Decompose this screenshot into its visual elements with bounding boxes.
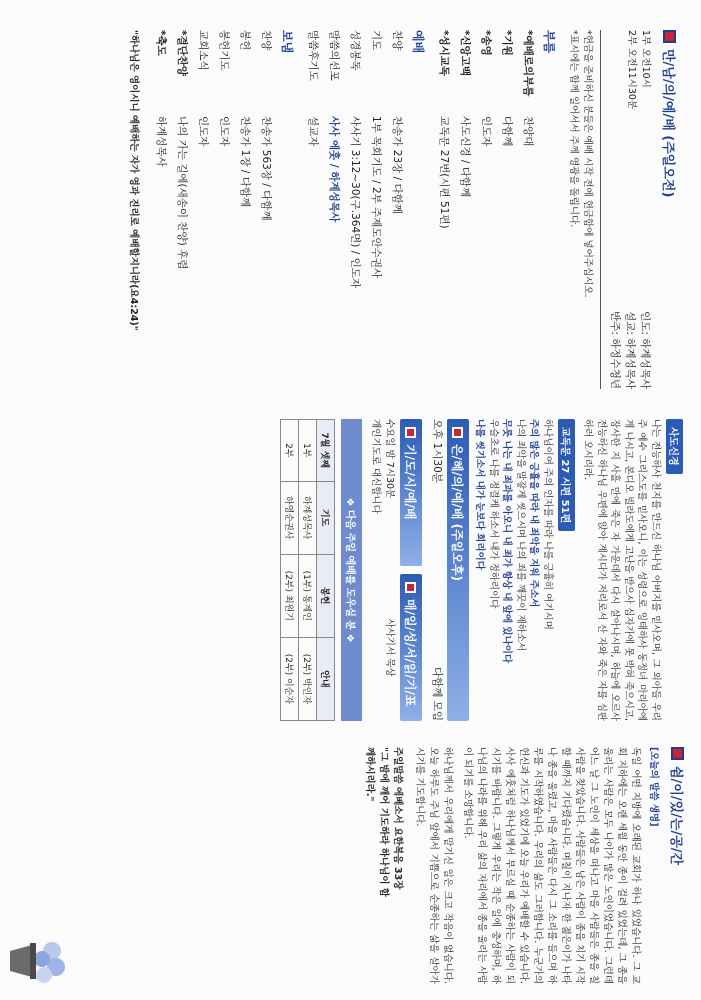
order-value: 설교자 bbox=[307, 116, 319, 147]
evening-title: 은/혜/의/예/배 (주일오후) bbox=[450, 444, 465, 582]
essay-text: 독일 어떤 지방에 오래된 교회가 하나 있었습니다. 그 교회 지하에는 오랜 세월 동안 종이 걸려 있었는데, 그 종을 울리는 사람은 모두 나이가 많은 노인이었습니다. 그런데 어느 날 그 노인이 세상을 떠나고 마을 사람들은 종을 칠 사람을 찾았습니다. 사람들은 남은 사람이 종을 치기 시작할 때까지 기다렸습니다. 며칠이 지나자 한 젊은이가 나타나 종을 울렸고, 마을 사람들은 다시 그 소리를 들으며 하루를 시작하였습니다. 우리의 삶도 그러합니다. 누군가의 헌신과 기도가 있었기에 오늘 우리가 예배할 수 있습니다. 사사 에훗처럼 하나님께서 부르실 때 순종하는 사람이 되시기를 바랍니다. 그렇게 우리는 작은 일에 충성하며, 하나님의 나라를 위해 우리 삶의 자리에서 종을 울리는 사람이 되기를 소망합니다. bbox=[462, 747, 641, 984]
order-row bbox=[150, 30, 171, 389]
order-label: 찬양 bbox=[260, 30, 272, 51]
order-value: 인도자 bbox=[480, 116, 492, 147]
order-label: *축도 bbox=[155, 30, 167, 56]
order-row bbox=[344, 30, 365, 389]
order-value: 다함께 bbox=[501, 116, 513, 147]
order-label: 기도 bbox=[370, 30, 382, 51]
banner-square-icon bbox=[406, 582, 417, 593]
order-row bbox=[517, 30, 538, 389]
order-row bbox=[454, 30, 475, 389]
evening-place: 다함께 모임 bbox=[431, 666, 443, 721]
order-row bbox=[433, 30, 454, 389]
order-label: *예배로의부름 bbox=[522, 30, 534, 97]
order-label: *성시교독 bbox=[438, 30, 450, 77]
order-value: 인도자 bbox=[218, 116, 230, 147]
footer-verse: "하나님은 영이시니 예배하는 자가 영과 진리로 예배할지니라(요4:24)" bbox=[128, 30, 139, 331]
order-label: *기원 bbox=[501, 30, 513, 56]
order-value: 하계성목사 bbox=[155, 116, 167, 167]
order-label: 봉헌 bbox=[239, 30, 251, 51]
evening-banner bbox=[447, 419, 469, 721]
essay-text-2: 하나님께서 우리에게 맡기신 일은 크고 작음이 없습니다. 오늘 하루도 주님 앞에서 기쁨으로 순종하는 삶을 살아가시기를 기도합니다. bbox=[414, 747, 453, 984]
order-label: *송영 bbox=[480, 30, 492, 56]
worship-title bbox=[660, 30, 679, 389]
order-value: 찬송가 563장 / 다함께 bbox=[260, 116, 272, 221]
table-cell: (1부) 통계인 bbox=[299, 554, 317, 637]
order-label: 봉헌기도 bbox=[218, 30, 230, 71]
table-header: 봉헌 bbox=[317, 554, 335, 637]
closing-verse: 주일말씀 에베소서 요한복음 33장 "그 밤에 깨어 기도하라 하나님이 함께하시리라." bbox=[364, 747, 403, 897]
section-send: 보냄 bbox=[280, 30, 294, 54]
evening-time: 오후 1시30분 bbox=[431, 419, 443, 483]
order-row bbox=[234, 30, 255, 389]
order-value: 1부 목회기도 / 2부 주제도안수권사 bbox=[370, 116, 382, 279]
order-label: 교회소식 bbox=[197, 30, 209, 71]
title-square-icon bbox=[671, 747, 684, 760]
leader-presider: 인도: 하계성목사 bbox=[639, 311, 651, 389]
order-row bbox=[302, 30, 323, 389]
order-row bbox=[323, 30, 344, 389]
order-row bbox=[475, 30, 496, 389]
responsive-line: 무릇 나는 내 죄과를 아오니 내 죄가 항상 내 앞에 있나이다 bbox=[501, 419, 513, 664]
worship-meta bbox=[607, 30, 652, 389]
table-cell: 1부 bbox=[299, 420, 317, 482]
banner-square-icon bbox=[406, 427, 417, 438]
responsive-line: 나의 죄악을 말갛게 씻으시며 나의 죄를 깨끗이 제하소서 bbox=[515, 419, 526, 652]
table-row bbox=[299, 420, 317, 721]
table-cell: (2부) 최원기 bbox=[281, 554, 299, 637]
table-cell: (2부) 이순자 bbox=[281, 637, 299, 720]
order-label: *신앙고백 bbox=[459, 30, 471, 77]
worship-leaders bbox=[607, 311, 652, 389]
order-label: *결단찬양 bbox=[176, 30, 188, 77]
rest-space-title-text: 쉼/이/있/는/공/간 bbox=[668, 766, 683, 866]
note-stand: *표시에는 함께 일어서서 주께 영광을 돌립니다. bbox=[568, 30, 579, 228]
rest-space-subtitle: [오늘의 말씀 생명] bbox=[648, 747, 659, 827]
order-value: 사도신경 / 다함께 bbox=[459, 116, 471, 198]
section-call: 부름 bbox=[542, 30, 556, 54]
worship-title-text: 만/남/의/예/배 (주일오전) bbox=[660, 49, 675, 198]
leader-accompanist: 반주: 하정수청년 bbox=[609, 311, 621, 389]
order-value: 사사기 3:12~30(구.364면) / 인도자 bbox=[349, 116, 361, 289]
worship-times bbox=[607, 30, 652, 109]
order-label: 성경봉독 bbox=[349, 30, 361, 71]
note-offering: *헌금을 준비하신 분들은 예배 시작 전에 헌금함에 넣어주십시오. bbox=[582, 30, 593, 298]
reading-banner bbox=[400, 574, 422, 721]
order-row bbox=[192, 30, 213, 389]
leader-preacher: 설교: 하계성목사 bbox=[624, 311, 636, 389]
midweek-area bbox=[368, 419, 422, 721]
order-label: 말씀후기도 bbox=[307, 30, 319, 81]
prayer-banner bbox=[400, 419, 422, 566]
flower-pot-illustration bbox=[8, 935, 66, 987]
worship-order-panel bbox=[0, 0, 701, 405]
time-first: 1부 오전10시 bbox=[640, 30, 651, 88]
table-cell: 하영순권사 bbox=[281, 481, 299, 554]
responsive-line: 하나님이여 주의 인자를 따라 나를 긍휼히 여기시며 bbox=[542, 419, 553, 630]
order-row bbox=[171, 30, 192, 389]
order-value: 나의 가는 길에(새송이 찬양) 후렴 bbox=[176, 116, 188, 270]
prayer-time: 수요일 밤 7시30분 bbox=[384, 419, 395, 499]
order-row bbox=[213, 30, 234, 389]
responsive-line: 우슬초로 나를 정결케 하소서 내가 정하리이다 bbox=[488, 419, 499, 609]
responsive-line: 나를 씻기소서 내가 눈보다 희리이다 bbox=[474, 419, 486, 570]
reading-title: 매/일/성/서/읽/기/표 bbox=[403, 599, 418, 707]
table-header: 7월 셋째 bbox=[317, 420, 335, 482]
order-label: 찬양 bbox=[391, 30, 403, 51]
title-square-icon bbox=[663, 30, 676, 43]
table-row bbox=[281, 420, 299, 721]
order-row bbox=[365, 30, 386, 389]
order-value: 인도자 bbox=[197, 116, 209, 147]
reading-text: 사사기서 묵상 bbox=[384, 618, 395, 677]
creed-text: 나는 전능하사 천지를 만드신 하나님 아버지를 믿사오며, 그 외아들 우리 주 예수 그리스도를 믿사오니, 이는 성령으로 잉태하사 동정녀 마리아에게 나시고, 본디오 빌라도에게 고난을 받으사 십자가에 못 박혀 죽으시고, 장사한 지 사흘 만에 죽은 자 가운데서 다시 살아나시며, 하늘에 오르사 전능하신 하나님 우편에 앉아 계시다가 저리로서 산 자와 죽은 자를 심판하러 오시리라. bbox=[582, 419, 661, 721]
rest-space-panel bbox=[0, 735, 701, 1000]
order-value: 찬송가 1장 / 다함께 bbox=[239, 116, 251, 208]
table-header: 기도 bbox=[317, 481, 335, 554]
sermon-title: 사사 에훗 / 하계성목사 bbox=[328, 116, 340, 223]
order-row bbox=[386, 30, 407, 389]
next-week-ribbon: ❖ 다음 주일 예배를 도우실 분 ❖ bbox=[341, 419, 362, 721]
creed-title: 사도신경 bbox=[666, 419, 683, 474]
table-header-row bbox=[317, 420, 335, 721]
responsive-line: 주의 많은 긍휼을 따라 내 죄악을 지워 주소서 bbox=[528, 419, 540, 608]
order-value: 교독문 27번(시편 51편) bbox=[438, 116, 450, 229]
order-value: 찬송가 23장 / 다함께 bbox=[391, 116, 403, 214]
section-word: 예배 bbox=[411, 30, 425, 54]
time-second: 2부 오전11시30분 bbox=[626, 30, 637, 110]
rest-space-title bbox=[668, 747, 687, 984]
next-week-table bbox=[280, 419, 335, 721]
order-value: 찬양대 bbox=[522, 116, 534, 147]
prayer-note: 개인기도로 대신합니다 bbox=[370, 419, 381, 514]
responsive-reading bbox=[473, 419, 554, 721]
table-cell: (2부) 박인자 bbox=[299, 637, 317, 720]
banner-square-icon bbox=[453, 427, 464, 438]
table-cell: 2부 bbox=[281, 420, 299, 482]
next-week-title: 다음 주일 예배를 도우실 분 bbox=[344, 509, 355, 631]
order-row bbox=[496, 30, 517, 389]
table-header: 안내 bbox=[317, 637, 335, 720]
responsive-title: 교독문 27 시편 51편 bbox=[558, 419, 575, 531]
middle-panel bbox=[0, 405, 701, 735]
order-row bbox=[255, 30, 276, 389]
evening-row bbox=[426, 419, 447, 721]
table-cell: 하계성목사 bbox=[299, 481, 317, 554]
divider bbox=[600, 30, 601, 389]
order-label: 말씀의선포 bbox=[328, 30, 340, 81]
prayer-title: 기/도/시/예/배 bbox=[403, 444, 418, 520]
